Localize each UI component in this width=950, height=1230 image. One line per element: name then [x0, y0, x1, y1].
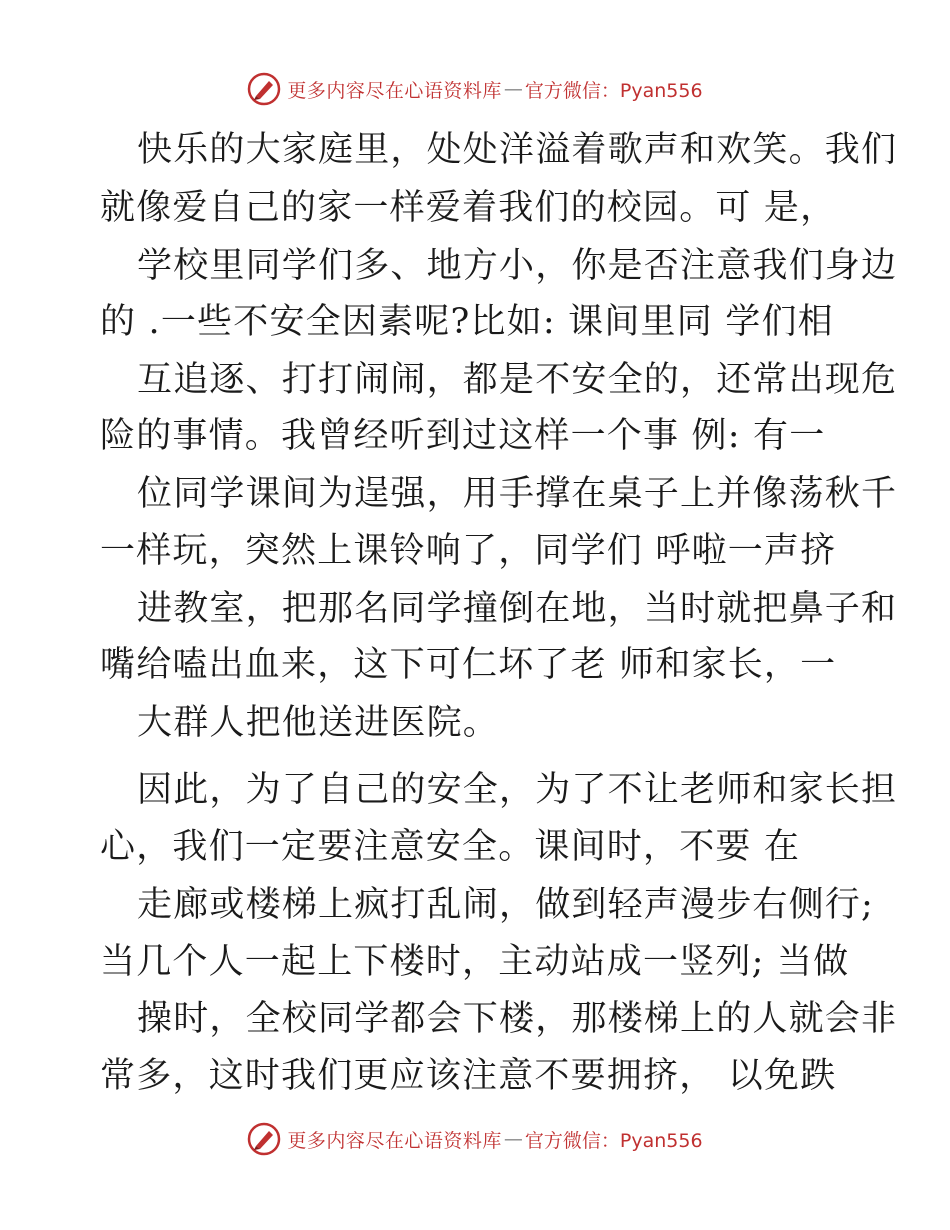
text-line: 的 .一些不安全因素呢?比如: 课间里同 学们相 — [100, 302, 834, 342]
text-line: 学校里同学们多、地方小，你是否注意我们身边 — [137, 246, 898, 286]
watermark-text: 更多内容尽在心语资料库 — [287, 1129, 502, 1152]
text-line: 互追逐、打打闹闹，都是不安全的，还常出现危 — [137, 360, 898, 400]
watermark-text: 更多内容尽在心语资料库 — [287, 79, 502, 102]
watermark-separator: — — [503, 1128, 523, 1150]
text-line: 常多，这时我们更应该注意不要拥挤， 以免跌 — [100, 1056, 837, 1096]
text-line: 心，我们一定要注意安全。课间时，不要 在 — [100, 827, 801, 867]
header-watermark — [0, 72, 950, 106]
text-line: 险的事情。我曾经听到过这样一个事 例: 有一 — [100, 416, 826, 456]
text-line: 嘴给嗑出血来，这下可仁坏了老 师和家长，一 — [100, 645, 837, 685]
text-line: 位同学课间为逞强，用手撑在桌子上并像荡秋千 — [137, 474, 898, 514]
text-line: 因此，为了自己的安全，为了不让老师和家长担 — [137, 770, 898, 810]
text-line: 进教室，把那名同学撞倒在地，当时就把鼻子和 — [137, 589, 898, 629]
text-line: 快乐的大家庭里，处处洋溢着歌声和欢笑。我们 — [137, 130, 898, 170]
pen-logo-icon — [247, 1122, 281, 1156]
watermark-wechat: 官方微信：Pyan556 — [524, 1129, 703, 1152]
watermark-wechat: 官方微信：Pyan556 — [524, 79, 703, 102]
text-line: 走廊或楼梯上疯打乱闹，做到轻声漫步右侧行; — [137, 885, 874, 925]
watermark-separator: — — [503, 78, 523, 100]
text-line: 大群人把他送进医院。 — [137, 703, 500, 743]
text-line: 就像爱自己的家一样爱着我们的校园。可 是， — [100, 188, 837, 228]
text-line: 操时，全校同学都会下楼，那楼梯上的人就会非 — [137, 999, 898, 1039]
text-line: 当几个人一起上下楼时，主动站成一竖列; 当做 — [100, 942, 850, 982]
pen-logo-icon — [247, 72, 281, 106]
footer-watermark — [0, 1122, 950, 1156]
text-line: 一样玩，突然上课铃响了，同学们 呼啦一声挤 — [100, 531, 837, 571]
